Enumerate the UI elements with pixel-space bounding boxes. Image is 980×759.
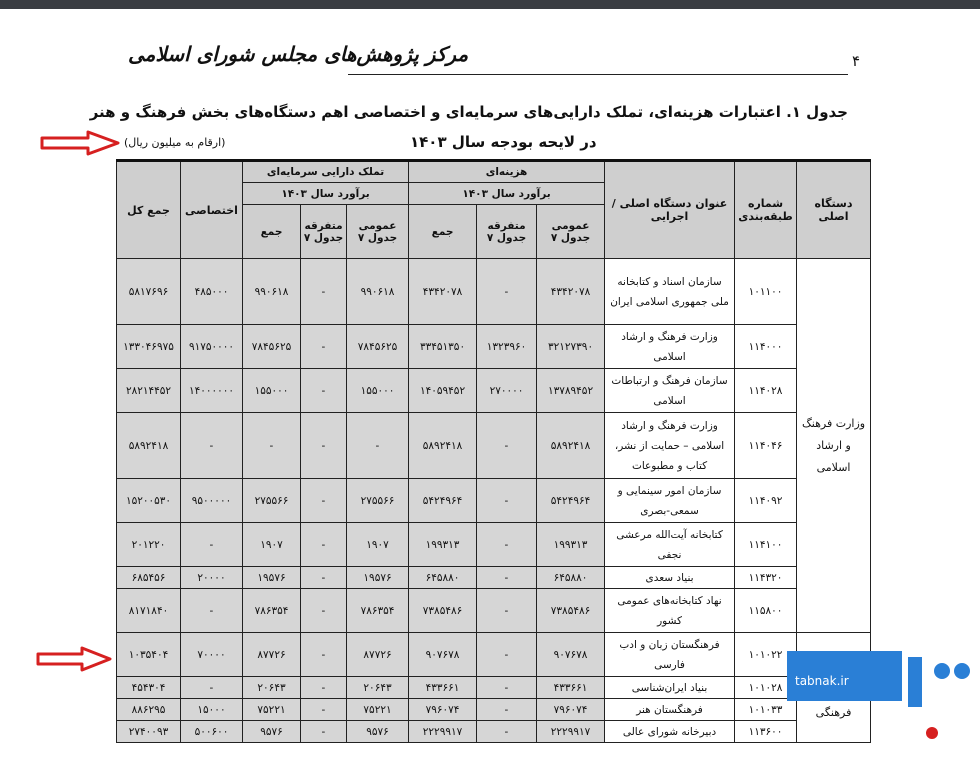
cell-code: ۱۱۴۳۲۰ <box>735 567 797 589</box>
cell-cap-general: ۹۹۰۶۱۸ <box>347 259 409 325</box>
cell-code: ۱۱۳۶۰۰ <box>735 721 797 743</box>
cell-cap-general: ۷۸۴۵۶۲۵ <box>347 325 409 369</box>
cell-code: ۱۱۴۰۲۸ <box>735 369 797 413</box>
cell-name: سازمان اسناد و کتابخانه ملی جمهوری اسلامی ایران <box>605 259 735 325</box>
cell-name: وزارت فرهنگ و ارشاد اسلامی – حمایت از نشر، کتاب و مطبوعات <box>605 413 735 479</box>
cell-special: ۲۰۰۰۰ <box>181 567 243 589</box>
arrow-right-icon <box>38 129 122 157</box>
budget-table-container <box>116 159 870 759</box>
cell-cur-misc: ۲۷۰۰۰۰ <box>477 369 537 413</box>
cell-special: ۱۵۰۰۰ <box>181 699 243 721</box>
col-header-code: شماره طبقه‌بندی <box>735 161 797 259</box>
cell-code: ۱۱۵۸۰۰ <box>735 589 797 633</box>
cell-cur-general: ۵۴۲۴۹۶۴ <box>537 479 605 523</box>
cell-cur-general: ۶۴۵۸۸۰ <box>537 567 605 589</box>
cell-special: - <box>181 523 243 567</box>
org-group-cell: وزارت فرهنگ و ارشاد اسلامی <box>797 259 871 633</box>
cell-cur-sum: ۲۲۲۹۹۱۷ <box>409 721 477 743</box>
cell-cur-misc: - <box>477 479 537 523</box>
table-row <box>117 523 871 567</box>
cell-cap-general: ۸۷۷۲۶ <box>347 633 409 677</box>
cell-cap-misc: - <box>301 633 347 677</box>
cell-cur-sum: ۵۸۹۲۴۱۸ <box>409 413 477 479</box>
cell-special: - <box>181 413 243 479</box>
col-group-current: هزینه‌ای <box>409 161 605 183</box>
cell-special: ۷۰۰۰۰ <box>181 633 243 677</box>
cell-cap-general: - <box>347 413 409 479</box>
cell-cap-sum: ۲۰۶۴۳ <box>243 677 301 699</box>
cell-name: نهاد کتابخانه‌های عمومی کشور <box>605 589 735 633</box>
cell-cur-general: ۷۹۶۰۷۴ <box>537 699 605 721</box>
cell-cur-sum: ۱۹۹۳۱۳ <box>409 523 477 567</box>
cell-cap-sum: ۱۹۵۷۶ <box>243 567 301 589</box>
window-top-bar <box>0 0 980 9</box>
cell-total: ۲۸۲۱۴۴۵۲ <box>117 369 181 413</box>
cell-name: وزارت فرهنگ و ارشاد اسلامی <box>605 325 735 369</box>
cell-cap-misc: - <box>301 479 347 523</box>
header-rule <box>348 74 848 75</box>
table-title: جدول ۱. اعتبارات هزینه‌ای، تملک دارایی‌های سرمایه‌ای و اختصاصی اهم دستگاه‌های بخش فرهنگ و هنر <box>89 103 848 121</box>
col-header-capital-misc: متفرقه جدول ۷ <box>301 205 347 259</box>
cell-cap-sum: ۱۹۰۷ <box>243 523 301 567</box>
cell-cur-sum: ۱۴۰۵۹۴۵۲ <box>409 369 477 413</box>
cell-cur-general: ۱۳۷۸۹۴۵۲ <box>537 369 605 413</box>
cell-name: کتابخانه آیت‌الله مرعشی نجفی <box>605 523 735 567</box>
cell-code: ۱۰۱۰۳۳ <box>735 699 797 721</box>
cell-cur-misc: - <box>477 567 537 589</box>
table-row <box>117 259 871 325</box>
table-row <box>117 721 871 743</box>
cell-cap-sum: ۲۷۵۵۶۶ <box>243 479 301 523</box>
cell-code: ۱۱۴۰۹۲ <box>735 479 797 523</box>
cell-cur-general: ۹۰۷۶۷۸ <box>537 633 605 677</box>
table-row <box>117 633 871 677</box>
cell-cap-misc: - <box>301 369 347 413</box>
cell-cap-general: ۲۰۶۴۳ <box>347 677 409 699</box>
cell-name: بنیاد سعدی <box>605 567 735 589</box>
cell-cap-misc: - <box>301 589 347 633</box>
cell-cap-general: ۷۵۲۲۱ <box>347 699 409 721</box>
cell-code: ۱۱۴۰۰۰ <box>735 325 797 369</box>
logo-dots-icon <box>902 651 980 750</box>
cell-cur-misc: - <box>477 721 537 743</box>
table-row <box>117 369 871 413</box>
table-row <box>117 699 871 721</box>
cell-cap-sum: ۷۸۶۳۵۴ <box>243 589 301 633</box>
cell-cur-misc: - <box>477 259 537 325</box>
cell-total: ۸۸۶۲۹۵ <box>117 699 181 721</box>
cell-total: ۱۳۳۰۴۶۹۷۵ <box>117 325 181 369</box>
cell-cap-sum: ۷۸۴۵۶۲۵ <box>243 325 301 369</box>
col-header-total: جمع کل <box>117 161 181 259</box>
cell-total: ۱۵۲۰۰۵۳۰ <box>117 479 181 523</box>
cell-cap-general: ۹۵۷۶ <box>347 721 409 743</box>
cell-total: ۴۵۴۳۰۴ <box>117 677 181 699</box>
cell-cap-sum: ۹۹۰۶۱۸ <box>243 259 301 325</box>
cell-total: ۵۸۱۷۶۹۶ <box>117 259 181 325</box>
cell-cap-general: ۲۷۵۵۶۶ <box>347 479 409 523</box>
cell-cur-sum: ۴۳۳۶۶۱ <box>409 677 477 699</box>
cell-cap-sum: ۹۵۷۶ <box>243 721 301 743</box>
cell-name: سازمان فرهنگ و ارتباطات اسلامی <box>605 369 735 413</box>
cell-special: - <box>181 589 243 633</box>
col-header-capital-sum: جمع <box>243 205 301 259</box>
cell-cur-sum: ۷۳۸۵۴۸۶ <box>409 589 477 633</box>
cell-cur-misc: - <box>477 589 537 633</box>
document-header-title: مرکز پژوهش‌های مجلس شورای اسلامی <box>128 42 469 66</box>
table-row <box>117 567 871 589</box>
cell-special: ۹۱۷۵۰۰۰۰ <box>181 325 243 369</box>
col-subgroup-capital-estimate: برآورد سال ۱۴۰۳ <box>243 183 409 205</box>
watermark-site: tabnak.ir <box>795 674 849 688</box>
col-header-current-general: عمومی جدول ۷ <box>537 205 605 259</box>
cell-cur-sum: ۳۳۴۵۱۳۵۰ <box>409 325 477 369</box>
cell-cur-misc: - <box>477 699 537 721</box>
cell-cap-misc: - <box>301 567 347 589</box>
cell-special: ۹۵۰۰۰۰۰ <box>181 479 243 523</box>
col-subgroup-current-estimate: برآورد سال ۱۴۰۳ <box>409 183 605 205</box>
cell-name: فرهنگستان زبان و ادب فارسی <box>605 633 735 677</box>
cell-cur-sum: ۷۹۶۰۷۴ <box>409 699 477 721</box>
budget-table <box>116 159 871 743</box>
cell-cap-misc: - <box>301 699 347 721</box>
cell-cap-misc: - <box>301 259 347 325</box>
cell-cap-sum: ۸۷۷۲۶ <box>243 633 301 677</box>
cell-total: ۲۰۱۲۲۰ <box>117 523 181 567</box>
cell-cur-sum: ۴۳۴۲۰۷۸ <box>409 259 477 325</box>
col-header-current-misc: متفرقه جدول ۷ <box>477 205 537 259</box>
cell-name: دبیرخانه شورای عالی <box>605 721 735 743</box>
cell-name: بنیاد ایران‌شناسی <box>605 677 735 699</box>
cell-code: ۱۱۴۰۴۶ <box>735 413 797 479</box>
cell-code: ۱۱۴۱۰۰ <box>735 523 797 567</box>
cell-cap-sum: ۱۵۵۰۰۰ <box>243 369 301 413</box>
cell-cur-general: ۲۲۲۹۹۱۷ <box>537 721 605 743</box>
arrow-right-icon <box>34 645 114 673</box>
watermark-logo <box>787 651 902 701</box>
cell-cur-misc: - <box>477 633 537 677</box>
cell-cap-general: ۱۵۵۰۰۰ <box>347 369 409 413</box>
cell-special: ۵۰۰۶۰۰ <box>181 721 243 743</box>
col-header-capital-general: عمومی جدول ۷ <box>347 205 409 259</box>
cell-total: ۶۸۵۴۵۶ <box>117 567 181 589</box>
cell-name: فرهنگستان هنر <box>605 699 735 721</box>
cell-cur-misc: - <box>477 523 537 567</box>
col-header-org: دستگاه اصلی <box>797 161 871 259</box>
cell-special: - <box>181 677 243 699</box>
col-header-current-sum: جمع <box>409 205 477 259</box>
cell-cur-sum: ۹۰۷۶۷۸ <box>409 633 477 677</box>
col-header-special: اختصاصی <box>181 161 243 259</box>
cell-cur-misc: ۱۳۲۳۹۶۰ <box>477 325 537 369</box>
cell-total: ۵۸۹۲۴۱۸ <box>117 413 181 479</box>
cell-cur-general: ۴۳۴۲۰۷۸ <box>537 259 605 325</box>
cell-cur-general: ۵۸۹۲۴۱۸ <box>537 413 605 479</box>
col-group-capital: تملک دارایی سرمایه‌ای <box>243 161 409 183</box>
cell-name: سازمان امور سینمایی و سمعی-بصری <box>605 479 735 523</box>
cell-cur-general: ۳۲۱۲۷۳۹۰ <box>537 325 605 369</box>
cell-cur-general: ۱۹۹۳۱۳ <box>537 523 605 567</box>
table-row <box>117 479 871 523</box>
cell-cap-general: ۱۹۵۷۶ <box>347 567 409 589</box>
cell-special: ۱۴۰۰۰۰۰۰ <box>181 369 243 413</box>
cell-cap-misc: - <box>301 721 347 743</box>
cell-total: ۲۷۴۰۰۹۳ <box>117 721 181 743</box>
cell-cur-sum: ۶۴۵۸۸۰ <box>409 567 477 589</box>
cell-cap-misc: - <box>301 523 347 567</box>
cell-cur-general: ۴۳۳۶۶۱ <box>537 677 605 699</box>
cell-total: ۸۱۷۱۸۴۰ <box>117 589 181 633</box>
cell-cur-general: ۷۳۸۵۴۸۶ <box>537 589 605 633</box>
cell-cur-misc: - <box>477 677 537 699</box>
org-group-cell: فرهنگی <box>797 633 871 743</box>
cell-cur-sum: ۵۴۲۴۹۶۴ <box>409 479 477 523</box>
cell-code: ۱۰۱۱۰۰ <box>735 259 797 325</box>
table-row <box>117 589 871 633</box>
table-row <box>117 325 871 369</box>
cell-cur-misc: - <box>477 413 537 479</box>
col-header-name: عنوان دستگاه اصلی / اجرایی <box>605 161 735 259</box>
cell-cap-misc: - <box>301 677 347 699</box>
cell-total: ۱۰۳۵۴۰۴ <box>117 633 181 677</box>
cell-cap-misc: - <box>301 413 347 479</box>
cell-cap-misc: - <box>301 325 347 369</box>
cell-code: ۱۰۱۰۲۲ <box>735 633 797 677</box>
cell-cap-general: ۷۸۶۳۵۴ <box>347 589 409 633</box>
cell-cap-sum: - <box>243 413 301 479</box>
table-row <box>117 677 871 699</box>
cell-special: ۴۸۵۰۰۰ <box>181 259 243 325</box>
cell-cap-sum: ۷۵۲۲۱ <box>243 699 301 721</box>
cell-code: ۱۰۱۰۲۸ <box>735 677 797 699</box>
page-number: ۴ <box>852 52 861 70</box>
table-row <box>117 413 871 479</box>
unit-note: (ارقام به میلیون ریال) <box>124 136 226 149</box>
cell-cap-general: ۱۹۰۷ <box>347 523 409 567</box>
table-subtitle: در لایحه بودجه سال ۱۴۰۳ <box>410 133 597 151</box>
